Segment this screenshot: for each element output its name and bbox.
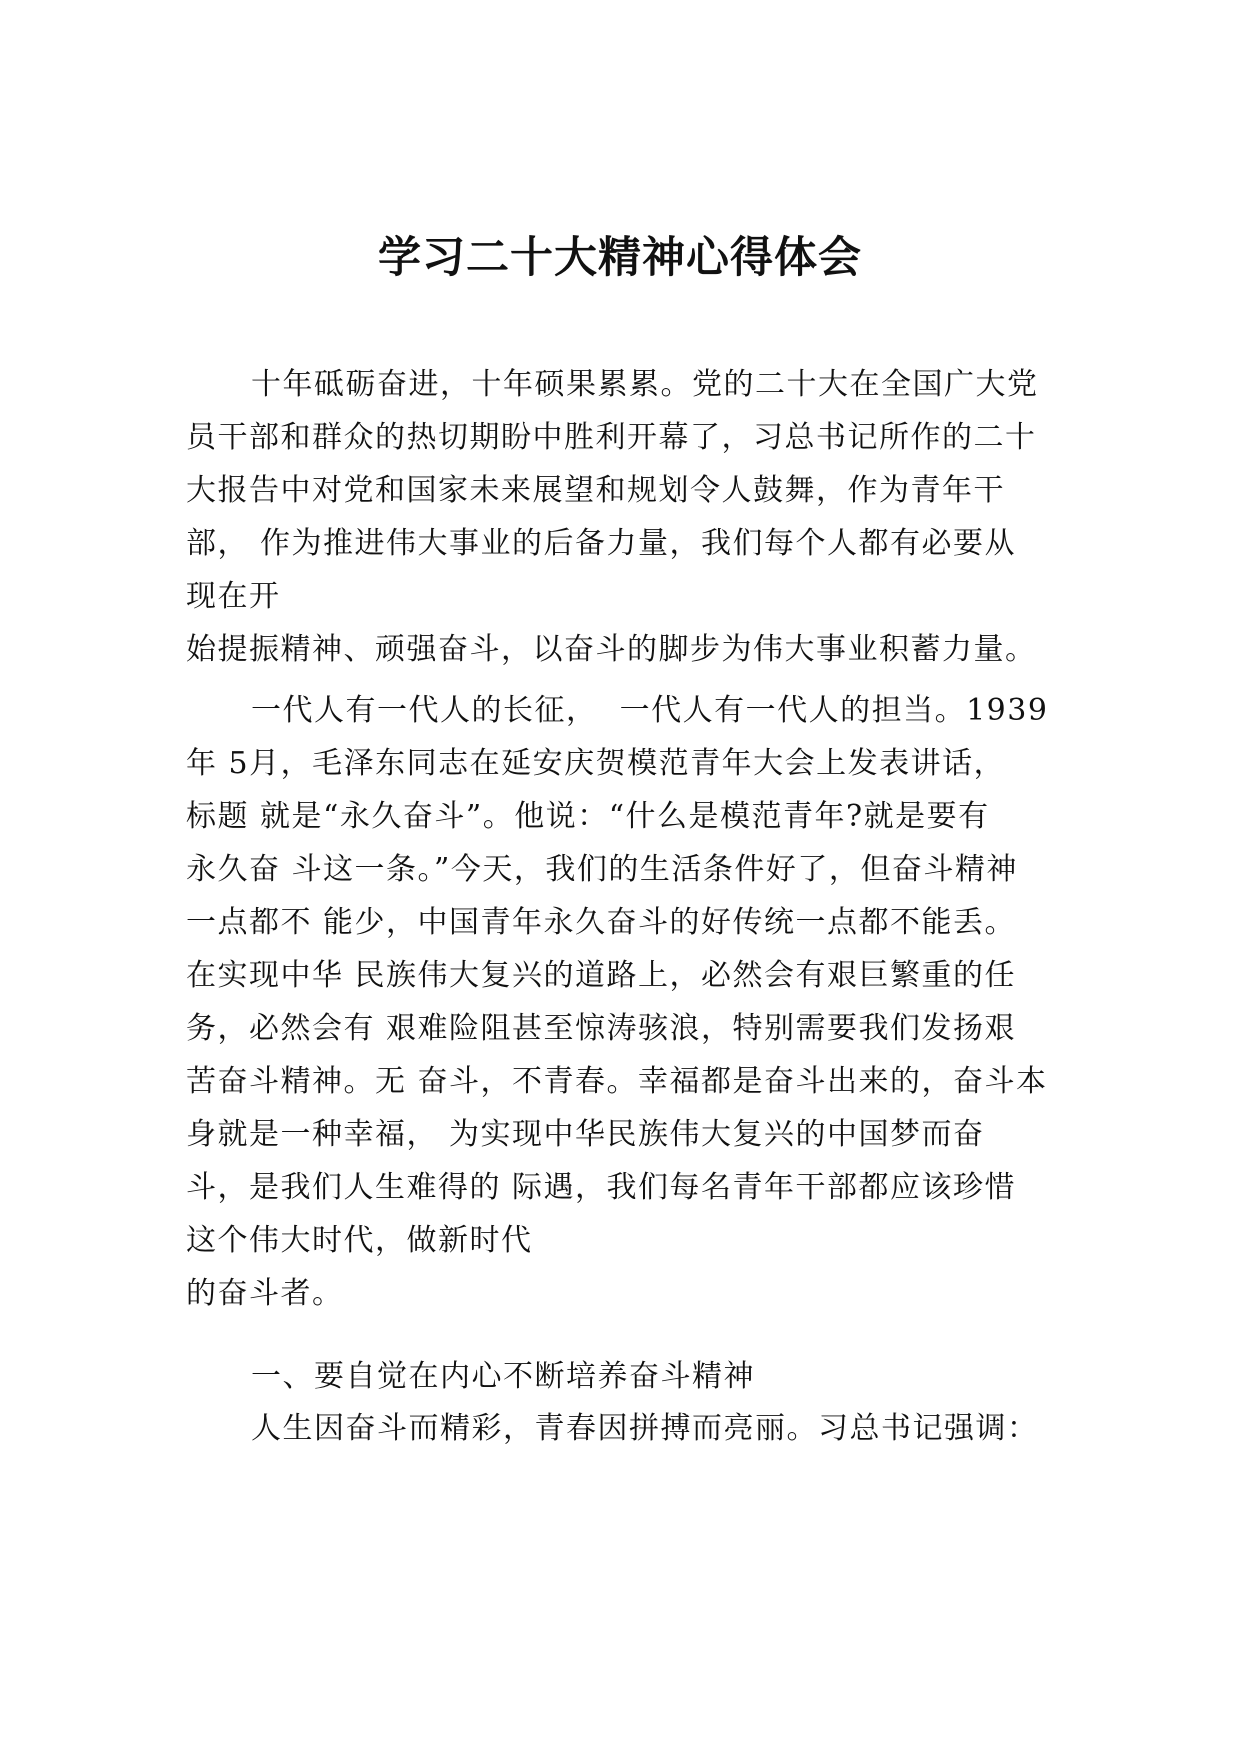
paragraph-line: 年 5月，毛泽东同志在延安庆贺模范青年大会上发表讲话， — [186, 746, 1006, 781]
paragraph-line: 人生因奋斗而精彩，青春因拼搏而亮丽。习总书记强调： — [251, 1411, 1039, 1446]
paragraph-line: 的奋斗者。 — [186, 1276, 344, 1311]
paragraph-line: 大报告中对党和国家未来展望和规划令人鼓舞，作为青年干 — [186, 473, 1005, 508]
paragraph-2 — [186, 684, 1066, 1320]
paragraph-line: 在实现中华 民族伟大复兴的道路上，必然会有艰巨繁重的任 — [186, 958, 1017, 993]
paragraph-line: 员干部和群众的热切期盼中胜利开幕了，习总书记所作的二十 — [186, 420, 1037, 455]
paragraph-line: 始提振精神、顽强奋斗，以奋斗的脚步为伟大事业积蓄力量。 — [186, 632, 1037, 667]
paragraph-line: 部， 作为推进伟大事业的后备力量，我们每个人都有必要从 — [186, 526, 1017, 561]
section-heading — [186, 1350, 1066, 1403]
paragraph-line: 一代人有一代人的长征， 一代人有一代人的担当。1939 — [251, 693, 1049, 728]
paragraph-line: 斗，是我们人生难得的 际遇，我们每名青年干部都应该珍惜 — [186, 1170, 1017, 1205]
document-title: 学习二十大精神心得体会 — [378, 233, 862, 283]
section-heading-text: 一、要自觉在内心不断培养奋斗精神 — [251, 1359, 755, 1394]
paragraph-line: 现在开 — [186, 579, 281, 614]
paragraph-line: 这个伟大时代，做新时代 — [186, 1223, 533, 1258]
paragraph-line: 身就是一种幸福， 为实现中华民族伟大复兴的中国梦而奋 — [186, 1117, 985, 1152]
paragraph-1 — [186, 358, 1066, 676]
paragraph-line: 标题 就是“永久奋斗”。他说：“什么是模范青年?就是要有 — [186, 799, 990, 834]
paragraph-line: 永久奋 斗这一条。”今天，我们的生活条件好了，但奋斗精神 — [186, 852, 1018, 887]
paragraph-3 — [186, 1402, 1066, 1455]
paragraph-line: 十年砥砺奋进，十年硕果累累。党的二十大在全国广大党 — [251, 367, 1039, 402]
paragraph-line: 苦奋斗精神。无 奋斗，不青春。幸福都是奋斗出来的，奋斗本 — [186, 1064, 1048, 1099]
paragraph-line: 务，必然会有 艰难险阻甚至惊涛骇浪，特别需要我们发扬艰 — [186, 1011, 1017, 1046]
paragraph-line: 一点都不 能少，中国青年永久奋斗的好传统一点都不能丢。 — [186, 905, 1017, 940]
